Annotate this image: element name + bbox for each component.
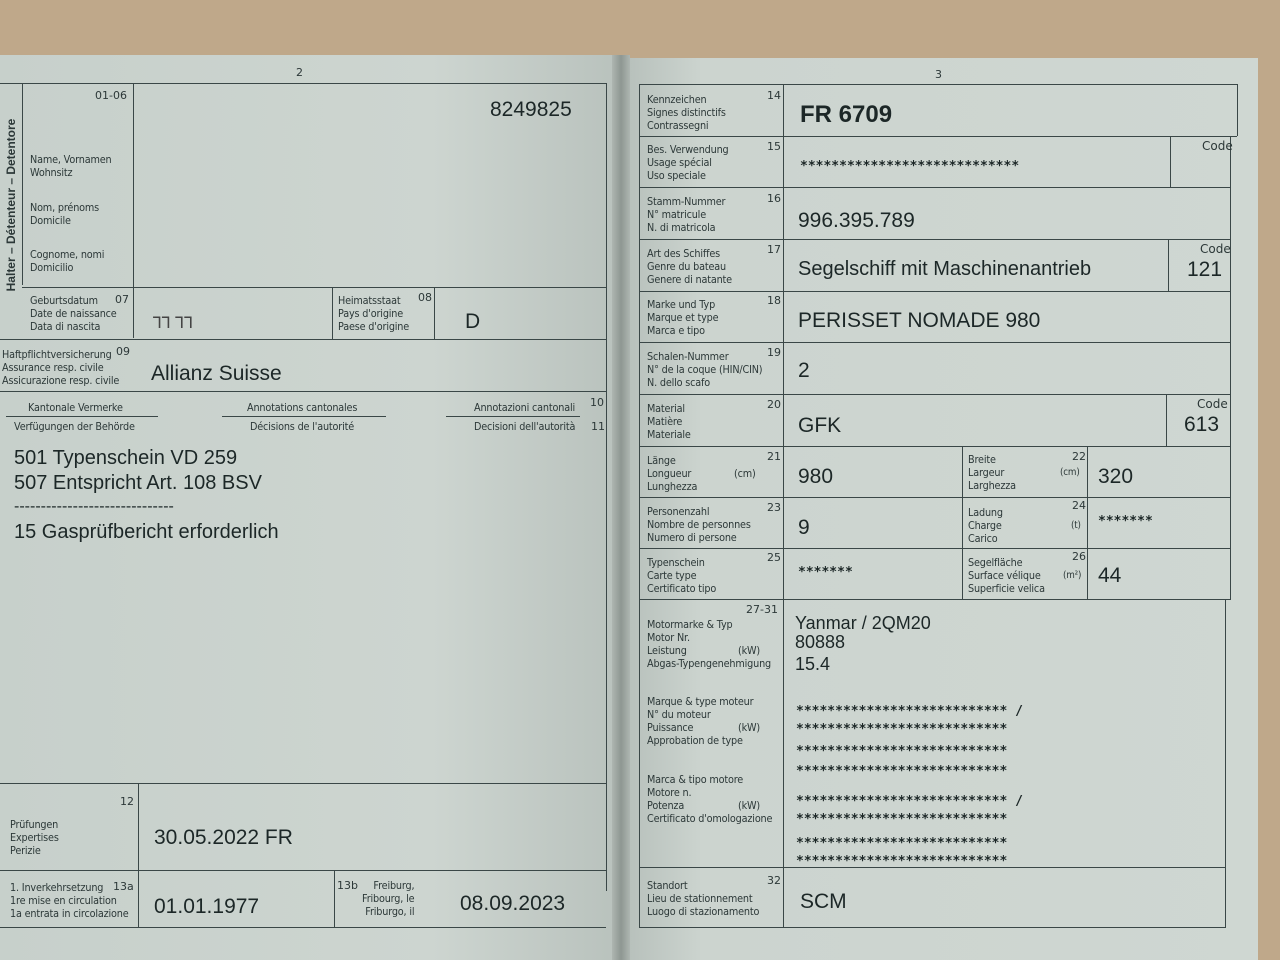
rule — [22, 287, 606, 288]
f20-labels: Material Matière Materiale — [647, 402, 691, 441]
rule — [222, 416, 386, 417]
rule — [639, 342, 1231, 343]
rule — [606, 83, 607, 891]
engine-make-value: Yanmar / 2QM20 — [795, 613, 931, 633]
engine-power-value: 15.4 — [795, 654, 831, 674]
material-code: 613 — [1184, 413, 1220, 436]
f21-unit: (cm) — [734, 467, 756, 480]
rule — [1168, 239, 1169, 291]
f25-labels: Typenschein Carte type Certificato tipo — [647, 556, 717, 595]
field-num: 16 — [767, 192, 781, 205]
field-num: 27-31 — [746, 603, 778, 616]
cantonal-de: Kantonale Vermerke — [28, 401, 123, 414]
origin-value: D — [465, 310, 481, 333]
rule — [138, 783, 139, 928]
hull-number-value: 2 — [798, 359, 810, 382]
rule — [22, 83, 23, 285]
birth-labels: Geburtsdatum Date de naissance Data di nascita — [30, 294, 117, 333]
field-num: 15 — [767, 140, 781, 153]
origin-labels: Heimatsstaat Pays d'origine Paese d'origine — [338, 294, 410, 333]
rule — [639, 187, 1231, 188]
type-cert-value: ******* — [798, 565, 853, 580]
material-value: GFK — [798, 414, 842, 437]
f22-labels: Breite Largeur Larghezza — [968, 453, 1016, 492]
note-line: 15 Gasprüfbericht erforderlich — [14, 521, 279, 543]
rule — [639, 497, 1231, 498]
rule — [0, 339, 606, 340]
rule — [1087, 446, 1088, 599]
rule — [332, 287, 333, 339]
field-num: 17 — [767, 243, 781, 256]
f17-labels: Art des Schiffes Genre du bateau Genere di natante — [647, 247, 732, 286]
inspection-labels: Prüfungen Expertises Perizie — [10, 818, 59, 857]
stars-line: *************************** — [796, 836, 1008, 851]
field-num: 13b — [337, 879, 358, 892]
matricule-value: 996.395.789 — [798, 209, 915, 232]
engine-labels-fr: Marque & type moteur N° du moteur Puissance Approbation de type — [647, 695, 754, 747]
stars-line: *************************** — [796, 854, 1008, 869]
field-num: 23 — [767, 501, 781, 514]
rule — [334, 870, 335, 928]
stars-line: *************************** — [796, 812, 1008, 827]
stars-line: *************************** — [796, 744, 1008, 759]
rule — [0, 927, 606, 928]
rule — [0, 391, 606, 392]
load-value: ******* — [1098, 514, 1153, 529]
make-model-value: PERISSET NOMADE 980 — [798, 309, 1041, 332]
length-value: 980 — [798, 465, 834, 488]
f24-labels: Ladung Charge Carico — [968, 506, 1003, 545]
cantonal-it: Annotazioni cantonali — [474, 401, 575, 414]
name-labels-fr: Nom, prénoms Domicile — [30, 201, 100, 227]
rule — [962, 446, 963, 599]
rule — [1166, 394, 1167, 446]
f16-labels: Stamm-Nummer N° matricule N. di matricola — [647, 195, 726, 234]
kw-unit: (kW) — [738, 721, 761, 734]
engine-labels-it: Marca & tipo motore Motore n. Potenza Certificato d'omologazione — [647, 773, 773, 825]
persons-value: 9 — [798, 516, 810, 539]
f23-labels: Personenzahl Nombre de personnes Numero di persone — [647, 505, 751, 544]
field-num: 13a — [113, 880, 134, 893]
inspection-value: 30.05.2022 FR — [154, 826, 293, 849]
f15-labels: Bes. Verwendung Usage spécial Uso speciale — [647, 143, 729, 182]
field-num: 19 — [767, 346, 781, 359]
registration-number: 8249825 — [490, 98, 572, 121]
name-labels-it: Cognome, nomi Domicilio — [30, 248, 105, 274]
rule — [6, 416, 158, 417]
field-num: 10 — [590, 396, 604, 409]
rule — [639, 548, 1231, 549]
f19-labels: Schalen-Nummer N° de la coque (HIN/CIN) N. dello scafo — [647, 350, 763, 389]
rule — [639, 599, 1231, 600]
rule — [639, 291, 1231, 292]
rule — [639, 84, 640, 927]
f21-labels: Länge Longueur Lunghezza — [647, 454, 698, 493]
field-num: 09 — [116, 345, 130, 358]
field-num: 22 — [1072, 450, 1086, 463]
rule — [1237, 84, 1238, 136]
f24-unit: (t) — [1071, 520, 1081, 531]
field-num: 08 — [418, 291, 432, 304]
engine-labels-de: Motormarke & Typ Motor Nr. Leistung Abgas-Typengenehmigung — [647, 618, 771, 670]
name-labels: Name, Vornamen Wohnsitz — [30, 153, 112, 179]
page-number-right: 3 — [935, 68, 942, 81]
f26-unit: (m²) — [1063, 570, 1082, 581]
registration-plate-value: FR 6709 — [800, 101, 893, 128]
rule — [133, 83, 134, 338]
f14-labels: Kennzeichen Signes distinctifs Contrassegni — [647, 93, 726, 132]
field-num: 20 — [767, 398, 781, 411]
field-num: 14 — [767, 89, 781, 102]
rule — [434, 287, 435, 339]
width-value: 320 — [1098, 465, 1134, 488]
sail-area-value: 44 — [1098, 564, 1122, 587]
decisions-fr: Décisions de l'autorité — [250, 420, 355, 433]
field-num: 26 — [1072, 550, 1086, 563]
kw-unit: (kW) — [738, 799, 761, 812]
fribourg-date-value: 08.09.2023 — [460, 892, 566, 915]
insurance-value: Allianz Suisse — [151, 362, 282, 385]
code-label: Code — [1197, 397, 1228, 411]
code-label: Code — [1200, 242, 1231, 256]
first-reg-labels: 1. Inverkehrsetzung 1re mise en circulation 1a entrata in circolazione — [10, 881, 129, 920]
rule — [1225, 599, 1226, 927]
first-reg-value: 01.01.1977 — [154, 895, 260, 918]
field-num: 21 — [767, 450, 781, 463]
holder-vertical-label: Halter – Détenteur – Detentore — [4, 118, 18, 292]
engine-number-value: 80888 — [795, 632, 846, 652]
note-divider: ------------------------------ — [14, 498, 174, 515]
rule — [0, 870, 606, 871]
rule — [0, 83, 606, 84]
cantonal-fr: Annotations cantonales — [247, 401, 358, 414]
insurance-labels: Haftpflichtversicherung Assurance resp. civile Assicurazione resp. civile — [2, 348, 120, 387]
rule — [639, 136, 1237, 137]
rule — [639, 239, 1231, 240]
rule — [1230, 136, 1231, 599]
boat-type-value: Segelschiff mit Maschinenantrieb — [798, 258, 1092, 280]
field-num: 24 — [1072, 499, 1086, 512]
field-num: 11 — [591, 420, 605, 433]
field-num: 18 — [767, 294, 781, 307]
f26-labels: Segelfläche Surface vélique Superficie velica — [968, 556, 1045, 595]
rule — [783, 84, 784, 927]
field-num: 01-06 — [95, 89, 127, 102]
note-line: 507 Entspricht Art. 108 BSV — [14, 472, 262, 494]
book-spine — [612, 55, 630, 960]
field-num: 25 — [767, 551, 781, 564]
stars-line: *************************** / — [796, 704, 1023, 719]
stars-line: *************************** / — [796, 794, 1023, 809]
rule — [639, 84, 1237, 85]
stars-line: *************************** — [796, 764, 1008, 779]
birth-date-value: ⅂⅂ ⅂⅂ — [153, 315, 194, 332]
stars-line: *************************** — [796, 722, 1008, 737]
rule — [639, 394, 1231, 395]
rule — [1170, 136, 1171, 187]
f18-labels: Marke und Typ Marque et type Marca e tipo — [647, 298, 719, 337]
fribourg-labels: Freiburg, Fribourg, le Friburgo, il — [362, 879, 415, 918]
field-num: 07 — [115, 293, 129, 306]
special-usage-value: **************************** — [800, 159, 1020, 174]
page-number-left: 2 — [296, 66, 303, 79]
field-num: 32 — [767, 874, 781, 887]
kw-unit: (kW) — [738, 644, 761, 657]
boat-type-code: 121 — [1187, 258, 1223, 281]
location-value: SCM — [800, 890, 847, 913]
f22-unit: (cm) — [1060, 467, 1080, 478]
rule — [639, 446, 1231, 447]
note-line: 501 Typenschein VD 259 — [14, 447, 238, 469]
decisions-it: Decisioni dell'autorità — [474, 420, 576, 433]
f32-labels: Standort Lieu de stationnement Luogo di stazionamento — [647, 879, 760, 918]
decisions-de: Verfügungen der Behörde — [14, 420, 135, 433]
rule — [0, 783, 606, 784]
rule — [446, 416, 580, 417]
field-num: 12 — [120, 795, 134, 808]
rule — [639, 927, 1226, 928]
code-label: Code — [1202, 139, 1233, 153]
